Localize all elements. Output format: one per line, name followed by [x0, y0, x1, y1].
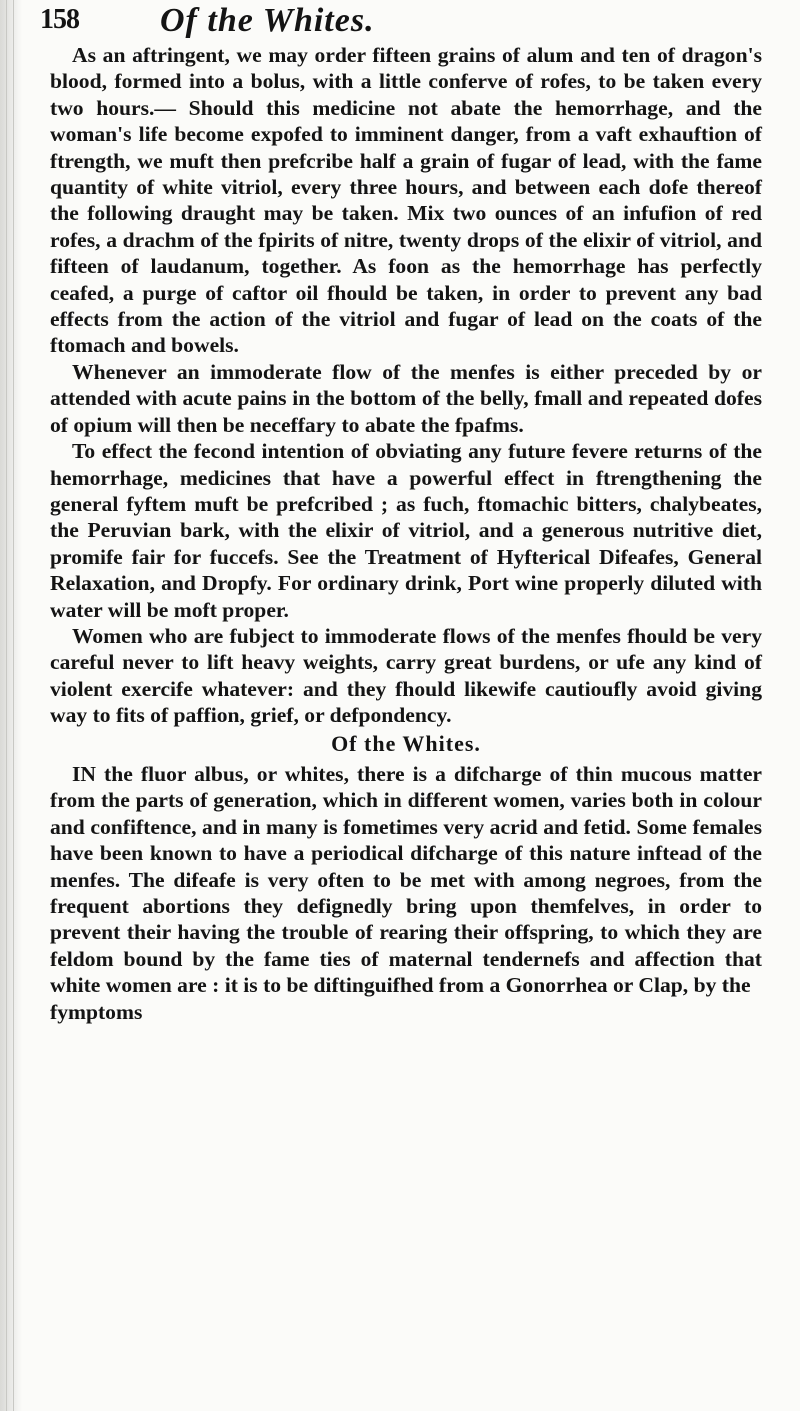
gutter-line — [13, 0, 14, 1411]
running-head: Of the Whites. — [160, 2, 375, 39]
paragraph: To effect the fecond intention of obviating any future fevere returns of the hemorrhage, medicines that have a powerful effect in ftrengthening the general fyftem muft be prefcribed ; as fuch, ftomachic bitters, chalybeates, the Peruvian bark, with the elixir of vitriol, and a generous nutritive diet, promife fair for fuccefs. See the Treatment of Hyfterical Difeafes, General Relaxation, and Dropfy. For ordinary drink, Port wine properly diluted with water will be moft proper. — [50, 439, 762, 622]
paragraph: Women who are fubject to immoderate flows of the menfes fhould be very careful never to lift heavy weights, carry great burdens, or ufe any kind of violent exercife whatever: and they fhould likewife cautioufly avoid giving way to fits of paffion, grief, or defpondency. — [50, 623, 762, 728]
page-number: 158 — [40, 4, 79, 35]
catchword: fymptoms — [50, 999, 143, 1024]
body-text — [50, 42, 762, 1025]
page-header — [40, 4, 760, 38]
gutter-line — [6, 0, 7, 1411]
paragraph: Whenever an immoderate flow of the menfes is either preceded by or attended with acute pains in the bottom of the belly, fmall and repeated dofes of opium will then be neceffary to abate the fpafms. — [50, 359, 762, 437]
paragraph: As an aftringent, we may order fifteen grains of alum and ten of dragon's blood, formed into a bolus, with a little conferve of rofes, to be taken every two hours.— Should this medicine not abate the hemorrhage, and the woman's life become expofed to imminent danger, from a vaft exhauftion of ftrength, we muft then prefcribe half a grain of fugar of lead, with the fame quantity of white vitriol, every three hours, and between each dofe thereof the following draught may be taken. Mix two ounces of an infufion of red rofes, a drachm of the fpirits of nitre, twenty drops of the elixir of vitriol, and fifteen of laudanum, together. As foon as the hemorrhage has perfectly ceafed, a purge of caftor oil fhould be taken, in order to prevent any bad effects from the action of the vitriol and fugar of lead on the coats of the ftomach and bowels. — [50, 43, 762, 358]
paragraph: IN the fluor albus, or whites, there is a difcharge of thin mucous matter from the parts of generation, which in different women, varies both in colour and confiftence, and in many is fometimes very acrid and fetid. Some females have been known to have a periodical difcharge of this nature inftead of the menfes. The difeafe is very often to be met with among negroes, from the frequent abortions they defignedly bring upon themfelves, in order to prevent their having the trouble of rearing their offspring, to which they are feldom bound by the fame ties of maternal tendernefs and affection that white women are : it is to be diftinguifhed from a Gonorrhea or Clap, by the — [50, 761, 762, 998]
section-title: Of the Whites. — [331, 730, 481, 756]
page-gutter — [0, 0, 22, 1411]
